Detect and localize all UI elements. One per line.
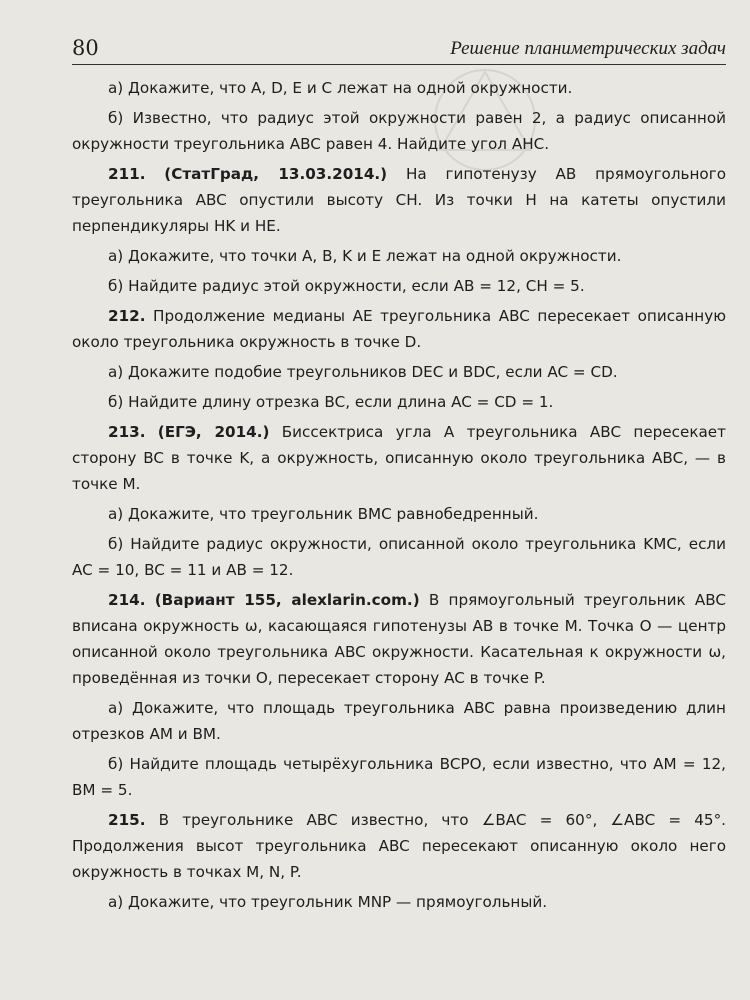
page-header — [72, 36, 726, 65]
problem-part-b: б) Найдите площадь четырёхугольника BCPO, если известно, что AM = 12, BM = 5. — [72, 755, 726, 799]
problem-statement — [72, 807, 726, 885]
problem-text: Продолжение медианы AE треугольника ABC пересекает описанную около треугольника окружность в точке D. — [72, 307, 726, 351]
problem-statement — [72, 161, 726, 239]
problem-statement — [72, 303, 726, 355]
problem-part-a: а) Докажите, что точки A, B, K и E лежат на одной окружности. — [108, 247, 622, 265]
problem-text: Биссектриса угла A треугольника ABC пересекает сторону BC в точке K, а окружность, описанную около треугольника ABC, — в точке M. — [72, 423, 726, 493]
problem-text: На гипотенузу AB прямоугольного треугольника ABC опустили высоту CH. Из точки H на катеты опустили перпендикуляры HK и HE. — [72, 165, 726, 235]
problem-part-b: б) Найдите радиус этой окружности, если AB = 12, CH = 5. — [108, 277, 585, 295]
problem-text: В треугольнике ABC известно, что ∠BAC = 60°, ∠ABC = 45°. Продолжения высот треугольника ABC пересекают описанную около него окружность в точках M, N, P. — [72, 811, 726, 881]
problem-213 — [72, 419, 726, 583]
problem-part-a: а) Докажите подобие треугольников DEC и BDC, если AC = CD. — [108, 363, 618, 381]
problem-part-a: а) Докажите, что треугольник BMC равнобедренный. — [108, 505, 539, 523]
problem-source: (ЕГЭ, 2014.) — [157, 423, 270, 441]
problem-215 — [72, 807, 726, 915]
problem-number: 212. — [108, 307, 146, 325]
running-title: Решение планиметрических задач — [450, 38, 726, 59]
bleed-through-figure — [420, 60, 550, 180]
problem-statement — [72, 587, 726, 691]
problem-text: В прямоугольный треугольник ABC вписана окружность ω, касающаяся гипотенузы AB в точке M. Точка O — центр описанной около треугольника ABC окружности. Касательная к окружности ω, проведённая из точки O, пересекает сторону AC в точке P. — [72, 591, 727, 687]
problem-statement — [72, 419, 726, 497]
problem-part-b: б) Найдите длину отрезка BC, если длина AC = CD = 1. — [108, 393, 554, 411]
problem-number: 213. — [108, 423, 146, 441]
problem-part-b: б) Известно, что радиус этой окружности равен 2, а радиус описанной окружности треугольника ABC равен 4. Найдите угол AHC. — [72, 109, 726, 153]
problem-number: 211. — [108, 165, 146, 183]
problem-part-b: б) Найдите радиус окружности, описанной около треугольника KMC, если AC = 10, BC = 11 и AB = 12. — [72, 535, 726, 579]
problem-212 — [72, 303, 726, 415]
problem-part-a: а) Докажите, что треугольник MNP — прямоугольный. — [108, 893, 548, 911]
problem-part-a: а) Докажите, что A, D, E и C лежат на одной окружности. — [108, 79, 573, 97]
problem-source: (Вариант 155, alexlarin.com.) — [154, 591, 420, 609]
problem-number: 214. — [108, 591, 146, 609]
problem-source: (СтатГрад, 13.03.2014.) — [164, 165, 388, 183]
problem-214 — [72, 587, 726, 803]
problem-number: 215. — [108, 811, 146, 829]
problem-part-a: а) Докажите, что площадь треугольника ABC равна произведению длин отрезков AM и BM. — [72, 699, 726, 743]
problem-211 — [72, 161, 726, 299]
problem-continuation — [72, 75, 726, 157]
page-number: 80 — [72, 36, 99, 60]
